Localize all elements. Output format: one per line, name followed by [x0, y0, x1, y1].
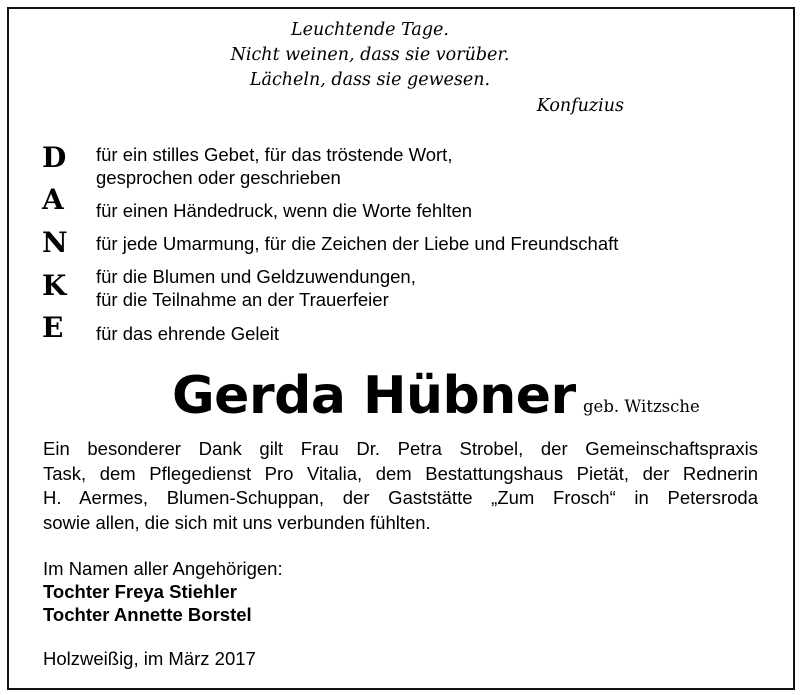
danke-letter-d: D [42, 141, 67, 174]
thanks-line: für das ehrende Geleit [96, 323, 280, 344]
acknowledgement-paragraph [43, 437, 758, 535]
signature-intro: Im Namen aller Angehörigen: [43, 558, 283, 579]
danke-letter-k: K [42, 269, 67, 302]
thanks-line: gesprochen oder geschrieben [96, 167, 341, 188]
thanks-line: für ein stilles Gebet, für das tröstende Wort, [96, 144, 453, 165]
acknowledgement-line: sowie allen, die sich mit uns verbunden fühlten. [43, 511, 431, 533]
deceased-name: Gerda Hübner [172, 366, 576, 426]
thanks-line: für einen Händedruck, wenn die Worte fehlten [96, 200, 473, 221]
birth-name: geb. Witzsche [583, 397, 700, 416]
signature-name: Tochter Freya Stiehler [43, 581, 237, 602]
quote-line: Leuchtende Tage. [291, 20, 449, 40]
danke-letter-a: A [42, 183, 64, 216]
thanks-line: für die Blumen und Geldzuwendungen, [96, 266, 416, 287]
acknowledgement-line: H. Aermes, Blumen-Schuppan, der Gaststätte „Zum Frosch“ in Petersroda [43, 487, 758, 508]
quote-line: Nicht weinen, dass sie vorüber. [230, 45, 510, 65]
acknowledgement-line: Ein besonderer Dank gilt Frau Dr. Petra Strobel, der Gemeinschaftspraxis [43, 438, 758, 459]
thanks-line: für jede Umarmung, für die Zeichen der Liebe und Freundschaft [96, 233, 619, 254]
acknowledgement-line: Task, dem Pflegedienst Pro Vitalia, dem Bestattungshaus Pietät, der Rednerin [43, 462, 758, 484]
danke-letter-n: N [42, 226, 68, 259]
signature-name: Tochter Annette Borstel [43, 604, 252, 625]
quote-line: Lächeln, dass sie gewesen. [249, 70, 491, 90]
quote-author: Konfuzius [536, 96, 624, 116]
thanks-line: für die Teilnahme an der Trauerfeier [96, 289, 389, 310]
danke-letter-e: E [42, 311, 64, 344]
quote [200, 18, 540, 93]
place-date: Holzweißig, im März 2017 [43, 648, 256, 669]
